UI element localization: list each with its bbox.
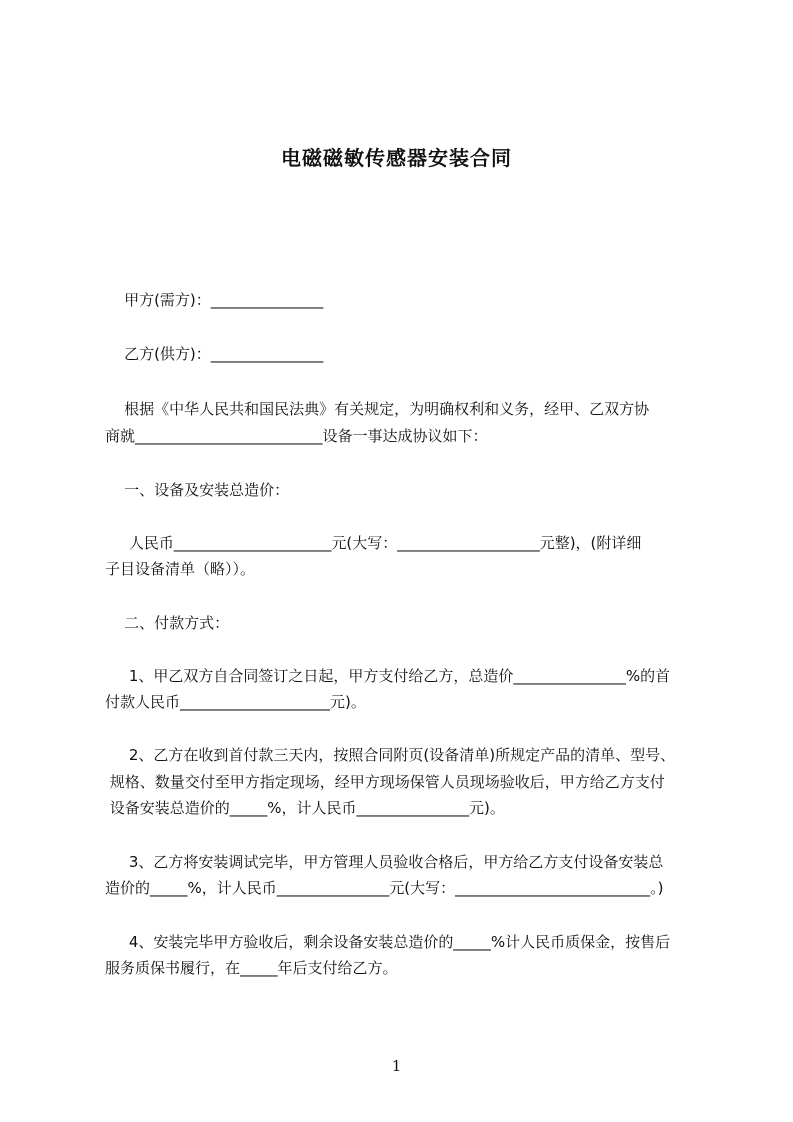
clause-2-line-2: 规格、数量交付至甲方指定现场，经甲方现场保管人员现场验收后，甲方给乙方支付 xyxy=(105,773,665,791)
section-1-line-1: 人民币_____________________元(大写：___________________元整)，(附详细 xyxy=(105,534,642,552)
page-number: 1 xyxy=(391,1057,402,1075)
clause-1-line-2: 付款人民币____________________元)。 xyxy=(105,693,366,711)
preamble-line-2: 商就_________________________设备一事达成协议如下： xyxy=(105,427,488,445)
section-1-heading: 一、设备及安装总造价： xyxy=(105,481,290,499)
clause-4-line-1: 4、安装完毕甲方验收后，剩余设备安装总造价的_____%计人民币质保金，按售后 xyxy=(105,933,671,951)
party-a-line: 甲方(需方)：_______________ xyxy=(105,291,324,309)
contract-title: 电磁磁敏传感器安装合同 xyxy=(281,146,512,170)
preamble-line-1: 根据《中华人民共和国民法典》有关规定，为明确权利和义务，经甲、乙双方协 xyxy=(105,400,650,418)
clause-2-line-3: 设备安装总造价的_____%，计人民币_______________元)。 xyxy=(105,799,505,817)
clause-3-line-1: 3、乙方将安装调试完毕，甲方管理人员验收合格后，甲方给乙方支付设备安装总 xyxy=(105,853,664,871)
clause-4-line-2: 服务质保书履行，在_____年后支付给乙方。 xyxy=(105,959,398,977)
clause-2-line-1: 2、乙方在收到首付款三天内，按照合同附页(设备清单)所规定产品的清单、型号、 xyxy=(105,746,676,764)
party-b-line: 乙方(供方)：_______________ xyxy=(105,345,324,363)
clause-3-line-2: 造价的_____%，计人民币_______________元(大写：__________________________。) xyxy=(105,879,664,897)
section-1-line-2: 子目设备清单（略））。 xyxy=(105,560,256,578)
clause-1-line-1: 1、甲乙双方自合同签订之日起，甲方支付给乙方，总造价_______________%的首 xyxy=(105,667,671,685)
section-2-heading: 二、付款方式： xyxy=(105,614,230,632)
